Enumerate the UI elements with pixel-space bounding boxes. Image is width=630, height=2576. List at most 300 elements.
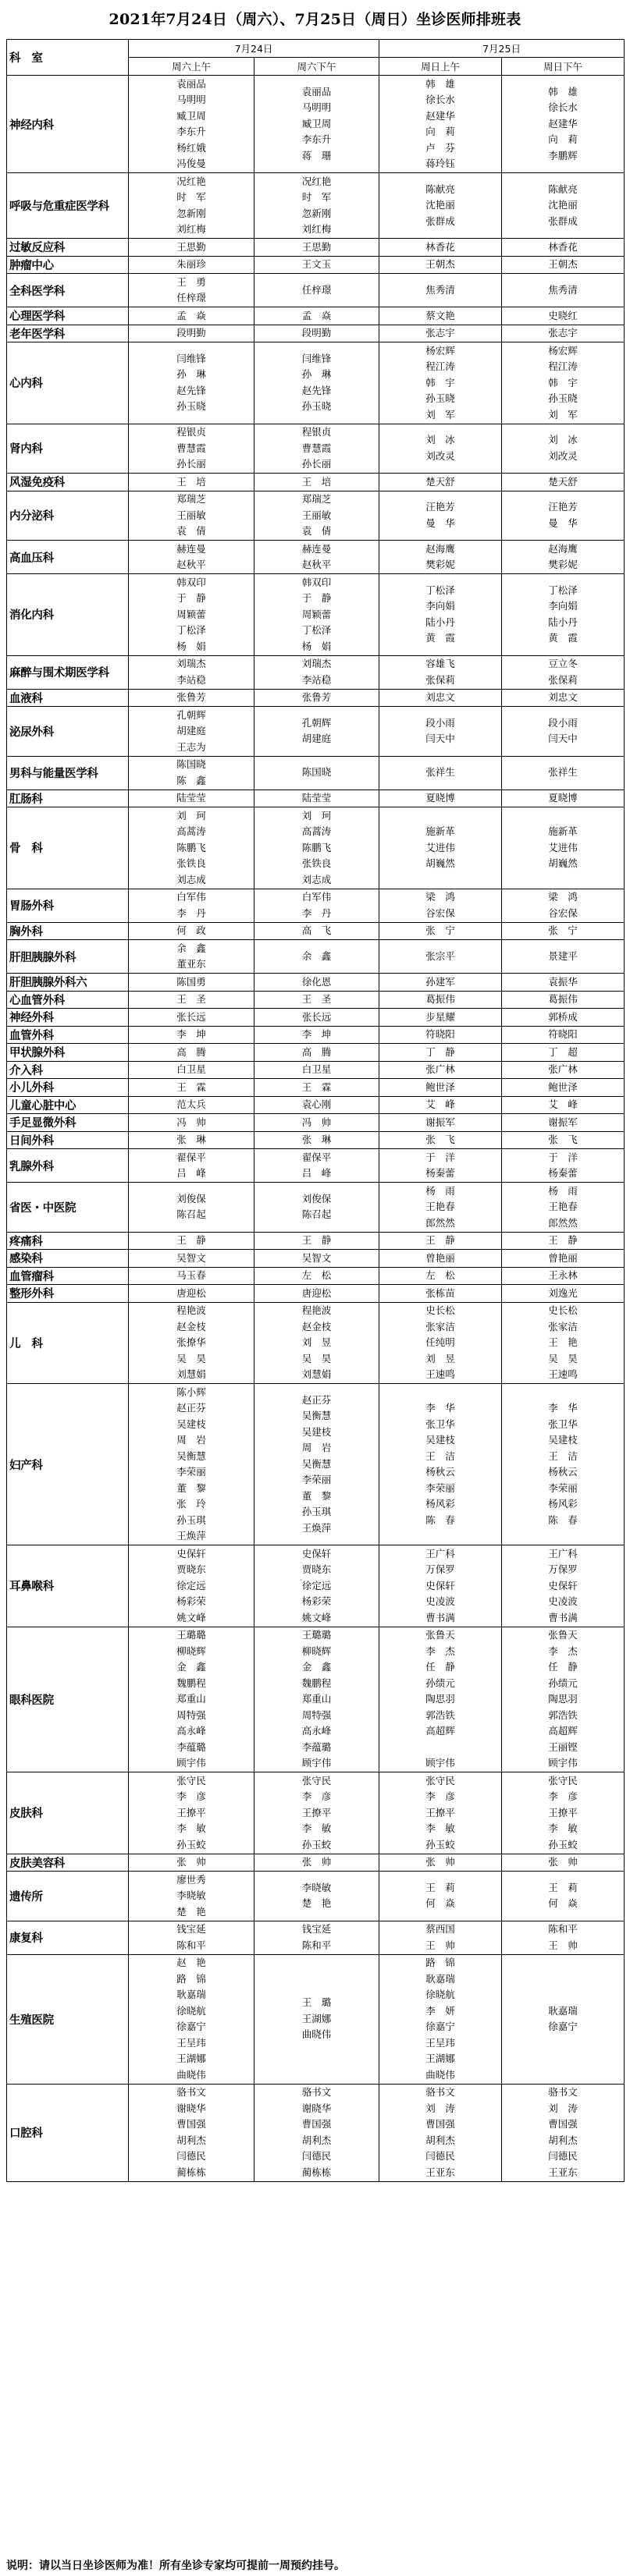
doctor-cell [254,1302,379,1384]
doctor-name: 艾 峰 [425,1098,455,1110]
department-name: 风湿免疫科 [7,474,129,491]
doctor-name: 刘瑞杰 [301,658,332,669]
department-name: 神经外科 [7,1009,129,1027]
doctor-cell [129,1061,254,1079]
doctor-name: 张鲁天 [425,1629,455,1641]
doctor-name: 张 飞 [425,1134,455,1145]
doctor-cell [379,991,502,1009]
department-name: 胃肠外科 [7,889,129,922]
doctor-cell [502,239,625,257]
doctor-name: 张 帅 [176,1856,206,1868]
doctor-name: 孔朝辉 [176,708,206,721]
doctor-name: 陈 春 [548,1513,578,1526]
department-name: 骨 科 [7,807,129,889]
doctor-name: 夏晓博 [425,792,455,804]
doctor-name: 袁丽品 [301,85,332,98]
doctor-name: 徐晓航 [176,2004,206,2017]
doctor-name: 孙玉琪 [176,1513,206,1526]
doctor-cell [502,541,625,574]
schedule-row [7,1627,625,1772]
department-name: 肝胆胰腺外科六 [7,974,129,992]
doctor-name: 于 静 [176,592,206,604]
doctor-name: 符晓阳 [425,1028,455,1040]
doctor-cell [502,1009,625,1027]
doctor-name: 王 圣 [176,993,206,1005]
doctor-cell [502,1026,625,1044]
doctor-cell [129,940,254,974]
doctor-name: 谢晓华 [176,2102,206,2114]
doctor-name: 任纯明 [425,1336,455,1348]
doctor-name: 王思勤 [301,240,332,253]
doctor-name: 曹国强 [176,2118,206,2130]
schedule-row [7,707,625,757]
doctor-name: 樊彩妮 [548,559,578,570]
doctor-name: 孙绩元 [425,1677,455,1689]
doctor-name: 李 坤 [301,1028,332,1040]
doctor-cell [502,1285,625,1303]
doctor-cell [129,991,254,1009]
doctor-name: 冯 帅 [301,1116,332,1128]
doctor-name: 李鹏辉 [548,149,578,161]
doctor-name: 顾宇伟 [301,1757,332,1769]
doctor-name: 杨 雨 [548,1184,578,1197]
doctor-name: 袁心刚 [301,1098,332,1110]
department-name: 肾内科 [7,424,129,474]
doctor-name: 孟 焱 [301,309,332,321]
doctor-cell [129,1009,254,1027]
doctor-name: 耿嘉瑞 [548,2004,578,2017]
department-name: 介入科 [7,1061,129,1079]
schedule-row [7,325,625,342]
doctor-cell [129,474,254,491]
doctor-cell [379,1772,502,1854]
doctor-name: 王思勤 [176,240,206,253]
schedule-row [7,1872,625,1921]
doctor-name: 王湖娜 [176,2053,206,2064]
doctor-name: 刘 昱 [425,1352,455,1364]
doctor-cell [254,1954,379,2084]
doctor-name: 刘 军 [548,408,578,420]
doctor-cell [379,474,502,491]
doctor-cell [129,1114,254,1132]
doctor-cell [379,655,502,689]
doctor-cell [129,1854,254,1872]
doctor-name: 楚 艳 [176,1905,206,1918]
department-name: 眼科医院 [7,1627,129,1772]
doctor-name: 唐迎松 [176,1286,206,1299]
doctor-name: 赵秋平 [301,559,332,570]
doctor-cell [502,974,625,992]
department-name: 胸外科 [7,922,129,940]
doctor-cell [129,1232,254,1250]
doctor-name: 孙玉晓 [301,400,332,413]
doctor-name: 张长远 [176,1010,206,1023]
doctor-name: 徐定远 [176,1579,206,1591]
doctor-name: 王撩平 [301,1806,332,1818]
doctor-name: 丁 静 [425,1045,455,1058]
doctor-cell [502,491,625,541]
doctor-name: 张 帅 [425,1856,455,1868]
doctor-name: 刘红梅 [301,223,332,235]
doctor-cell [502,1061,625,1079]
doctor-cell [129,1302,254,1384]
doctor-name: 魏鹏程 [176,1677,206,1689]
schedule-row [7,474,625,491]
doctor-cell [379,1954,502,2084]
doctor-name: 王 莉 [425,1881,455,1893]
doctor-name: 白军伟 [301,891,332,903]
doctor-cell [502,1384,625,1545]
doctor-cell [129,1131,254,1149]
doctor-name: 陈献亮 [425,183,455,195]
doctor-name: 王湖娜 [425,2053,455,2064]
doctor-name: 赵先锋 [301,384,332,396]
doctor-name: 王亚东 [548,2166,578,2178]
doctor-name: 郑瑞芝 [301,493,332,505]
doctor-name: 艾进伟 [425,841,455,853]
doctor-cell [129,1044,254,1062]
doctor-name: 李 杰 [548,1645,578,1657]
doctor-name: 张 宁 [548,924,578,936]
doctor-name: 刘志成 [301,873,332,885]
doctor-name: 王撩平 [548,1806,578,1818]
doctor-name: 刘俊保 [301,1192,332,1205]
doctor-cell [502,1854,625,1872]
department-name: 心理医学科 [7,307,129,325]
doctor-name: 杨秦蕾 [548,1167,578,1179]
doctor-name: 周颖蕾 [301,608,332,620]
doctor-name: 赫连曼 [301,542,332,555]
doctor-name: 蒋玲钰 [425,158,455,169]
doctor-name: 韩双印 [176,576,206,588]
schedule-row [7,756,625,789]
doctor-name: 吴 昊 [301,1352,332,1364]
schedule-row [7,239,625,257]
doctor-cell [379,239,502,257]
doctor-name: 陈和平 [301,1939,332,1951]
doctor-name: 顾宇伟 [176,1757,206,1769]
doctor-name: 顾宇伟 [425,1757,455,1769]
doctor-cell [129,756,254,789]
doctor-cell [129,173,254,239]
doctor-name: 吴 昊 [176,1352,206,1364]
schedule-row [7,1026,625,1044]
doctor-cell [129,807,254,889]
doctor-name: 骆书文 [425,2086,455,2098]
doctor-cell [502,1131,625,1149]
doctor-name: 郭浩铁 [425,1708,455,1721]
doctor-name [379,1740,501,1756]
doctor-name: 高 飞 [301,924,332,936]
doctor-cell [129,491,254,541]
doctor-cell [129,274,254,307]
doctor-name: 韩 雄 [548,85,578,98]
doctor-name: 孔朝辉 [301,716,332,729]
schedule-row [7,274,625,307]
doctor-name: 刘红梅 [176,223,206,235]
doctor-cell [129,707,254,757]
doctor-name: 陆莹莹 [176,792,206,804]
dept-column-header: 科 室 [7,40,129,76]
schedule-row [7,1545,625,1627]
doctor-name: 赵金枝 [301,1320,332,1332]
doctor-name: 丁松泽 [301,624,332,636]
doctor-name: 葛振伟 [548,993,578,1005]
doctor-name: 张鲁芳 [176,691,206,703]
doctor-cell [254,1627,379,1772]
doctor-name: 白军伟 [176,891,206,903]
doctor-cell [254,1872,379,1921]
doctor-name: 艾 峰 [548,1098,578,1110]
doctor-name: 吴建枝 [425,1434,455,1446]
doctor-name: 孙玉晓 [425,392,455,404]
doctor-name: 段小雨 [425,716,455,729]
doctor-name: 王璐璐 [176,1629,206,1641]
doctor-name: 陈鹏飞 [301,841,332,853]
doctor-cell [379,1285,502,1303]
doctor-cell [379,173,502,239]
doctor-name: 张铁良 [176,857,206,869]
doctor-cell [379,1854,502,1872]
doctor-name: 徐化恩 [301,975,332,988]
doctor-name: 孙玉晓 [548,392,578,404]
doctor-cell [129,1096,254,1114]
doctor-name: 李 丹 [301,907,332,919]
doctor-name: 陈国勇 [176,975,206,988]
doctor-name: 刘改灵 [425,449,455,462]
schedule-row [7,807,625,889]
doctor-name: 陈国晓 [301,766,332,779]
doctor-name: 段明勤 [176,327,206,339]
doctor-cell [502,1627,625,1772]
doctor-name: 赵海鹰 [548,542,578,555]
department-name: 皮肤科 [7,1772,129,1854]
doctor-cell [254,655,379,689]
doctor-name: 赵海鹰 [425,542,455,555]
doctor-name: 王 静 [301,1234,332,1246]
doctor-name: 耿嘉瑞 [425,1972,455,1985]
doctor-name: 张宗平 [425,949,455,962]
doctor-name: 赵建华 [548,117,578,130]
department-name: 泌尿外科 [7,707,129,757]
department-name: 呼吸与危重症医学科 [7,173,129,239]
doctor-name: 张 玲 [176,1498,206,1510]
doctor-name: 闫德民 [425,2150,455,2162]
doctor-name: 杨红娥 [176,141,206,154]
doctor-name: 蔡文艳 [425,309,455,321]
doctor-name: 白卫星 [301,1063,332,1075]
doctor-name: 李 杰 [425,1645,455,1657]
schedule-row [7,2084,625,2181]
doctor-cell [502,256,625,274]
department-name: 甲状腺外科 [7,1044,129,1062]
doctor-name: 刘 冰 [548,434,578,446]
doctor-cell [502,2084,625,2181]
department-name: 血管瘤科 [7,1267,129,1285]
department-name: 肛肠科 [7,789,129,807]
doctor-cell [379,940,502,974]
doctor-name: 姚文峰 [176,1611,206,1623]
doctor-cell [379,807,502,889]
header-row-dates [7,40,625,58]
department-name: 皮肤美容科 [7,1854,129,1872]
doctor-name: 王广科 [425,1547,455,1559]
doctor-cell [129,2084,254,2181]
doctor-name: 胡利杰 [548,2134,578,2146]
doctor-name: 赵正芬 [301,1393,332,1406]
doctor-name: 王 帅 [548,1939,578,1951]
doctor-name: 胡巍然 [425,857,455,869]
doctor-name: 孙建军 [425,975,455,988]
doctor-cell [254,707,379,757]
doctor-name: 刘 珂 [301,809,332,821]
doctor-name: 吴衡慧 [176,1449,206,1462]
department-name: 肿瘤中心 [7,256,129,274]
doctor-name: 丁松泽 [425,584,455,596]
doctor-cell [502,1250,625,1268]
doctor-cell [129,1026,254,1044]
doctor-name: 胡利杰 [176,2134,206,2146]
doctor-cell [129,974,254,992]
doctor-name: 史长松 [548,1304,578,1316]
doctor-name: 丁松泽 [548,584,578,596]
doctor-cell [502,76,625,173]
doctor-name: 张志宇 [548,327,578,339]
doctor-name: 高 腾 [176,1045,206,1058]
doctor-name: 贾晓东 [301,1563,332,1575]
doctor-cell [254,889,379,922]
doctor-name: 刘逸光 [548,1286,578,1299]
doctor-name: 杨秋云 [548,1466,578,1478]
doctor-name: 谢振军 [425,1116,455,1128]
doctor-name: 黄 霞 [425,632,455,644]
doctor-name: 李向娟 [548,600,578,612]
doctor-name: 张守民 [176,1774,206,1787]
doctor-cell [129,76,254,173]
doctor-cell [379,1267,502,1285]
doctor-name: 杨彩荣 [176,1595,206,1607]
doctor-name: 陆莹莹 [301,792,332,804]
doctor-name: 王广科 [548,1547,578,1559]
doctor-cell [379,274,502,307]
doctor-cell [129,1285,254,1303]
schedule-row [7,1183,625,1233]
doctor-name: 张长远 [301,1010,332,1023]
doctor-name: 王文玉 [301,258,332,270]
department-name: 儿童心脏中心 [7,1096,129,1114]
doctor-name: 钱宝延 [301,1923,332,1935]
doctor-name: 刘 珂 [176,809,206,821]
doctor-name: 张守民 [301,1774,332,1787]
doctor-name: 曲晓伟 [176,2068,206,2081]
doctor-cell [379,1545,502,1627]
doctor-cell [254,307,379,325]
doctor-name: 郎然然 [548,1216,578,1229]
doctor-cell [379,325,502,342]
doctor-name: 杨 娟 [176,640,206,652]
doctor-name: 段明勤 [301,327,332,339]
department-name: 疼痛科 [7,1232,129,1250]
doctor-name: 何 焱 [425,1897,455,1910]
doctor-name: 曹国强 [548,2118,578,2130]
doctor-name: 张群成 [548,215,578,227]
doctor-name: 孙 琳 [301,368,332,381]
doctor-name: 梁 鸿 [425,891,455,903]
doctor-name: 王焕萍 [301,1521,332,1534]
doctor-cell [129,342,254,424]
doctor-name: 高永峰 [301,1725,332,1737]
doctor-name: 张卫华 [548,1418,578,1430]
doctor-name: 骆书文 [548,2086,578,2098]
doctor-name: 王亚东 [425,2166,455,2178]
schedule-row [7,1232,625,1250]
doctor-name: 艾进伟 [548,841,578,853]
doctor-name: 徐长水 [425,94,455,105]
doctor-name: 李荣丽 [301,1474,332,1486]
doctor-cell [254,2084,379,2181]
doctor-name: 李蕴璐 [176,1740,206,1753]
schedule-row [7,307,625,325]
doctor-name: 胡建庭 [176,725,206,736]
doctor-name: 李荣丽 [548,1481,578,1494]
doctor-name: 王速鸣 [425,1368,455,1380]
doctor-cell [129,689,254,707]
schedule-row [7,940,625,974]
doctor-cell [129,1267,254,1285]
doctor-name: 冯俊曼 [176,158,206,169]
doctor-name: 柳晓辉 [176,1645,206,1657]
doctor-name: 柳晓辉 [301,1645,332,1657]
doctor-name: 李 丹 [176,907,206,919]
schedule-row [7,1921,625,1954]
doctor-name: 张志宇 [425,327,455,339]
doctor-cell [129,1627,254,1772]
department-name: 神经内科 [7,76,129,173]
doctor-name: 蔡西国 [425,1923,455,1935]
doctor-cell [502,274,625,307]
schedule-row [7,1285,625,1303]
doctor-name: 李 彦 [548,1790,578,1802]
doctor-cell [254,1854,379,1872]
department-name: 儿 科 [7,1302,129,1384]
schedule-row [7,789,625,807]
schedule-row [7,1384,625,1545]
department-name: 心血管外科 [7,991,129,1009]
doctor-name: 任梓璟 [301,283,332,296]
doctor-name: 况红艳 [176,175,206,187]
doctor-name: 陈小辉 [176,1386,206,1398]
doctor-name: 张 飞 [548,1134,578,1145]
doctor-cell [502,1872,625,1921]
doctor-name: 万保罗 [548,1563,578,1575]
doctor-cell [379,1096,502,1114]
doctor-name: 郑瑞芝 [176,493,206,505]
doctor-cell [502,424,625,474]
doctor-name: 杨秋云 [425,1466,455,1478]
doctor-cell [129,1954,254,2084]
schedule-table [6,39,625,2182]
doctor-cell [254,1079,379,1097]
doctor-name: 孙玉琪 [301,1506,332,1518]
doctor-name: 闫德民 [176,2150,206,2162]
doctor-cell [379,2084,502,2181]
doctor-cell [502,1232,625,1250]
doctor-cell [254,1149,379,1183]
doctor-cell [129,574,254,656]
doctor-name: 左 松 [301,1269,332,1281]
doctor-cell [379,1114,502,1132]
doctor-name: 沈艳丽 [425,199,455,211]
